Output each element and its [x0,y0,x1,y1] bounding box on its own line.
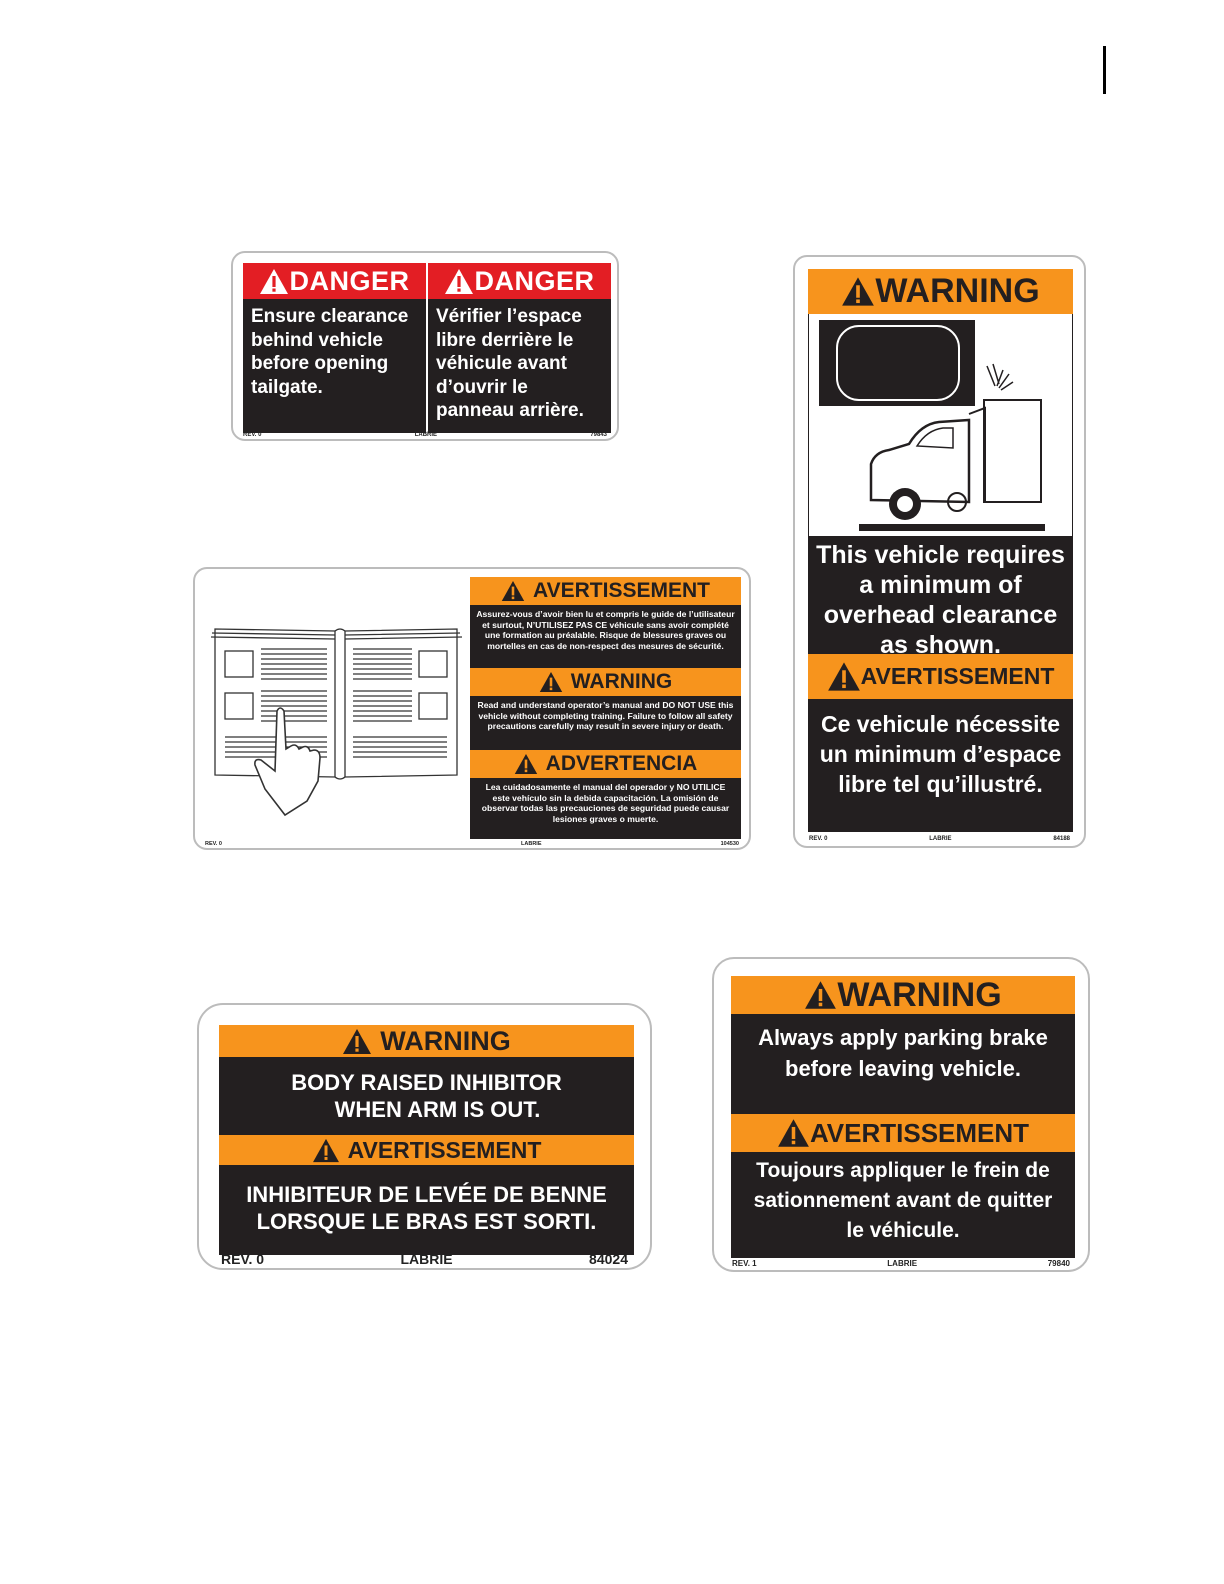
clearance-text-french: Ce vehicule nécessite un minimum d’espace libre tel qu’illustré. [808,699,1073,799]
danger-header-french [428,263,611,299]
alert-triangle-icon [827,661,861,692]
danger-text-french: Vérifier l’espace libre derrière le véhicule avant d’ouvrir le panneau arrière. [428,299,611,433]
inhibitor-text-line: WHEN ARM IS OUT. [334,1097,541,1122]
alert-triangle-icon [539,671,563,693]
danger-text-english: Ensure clearance behind vehicle before opening tailgate. [243,299,426,433]
alert-triangle-icon [777,1118,810,1148]
section-header-text: WARNING [570,670,673,693]
body-raised-inhibitor-label [197,1003,652,1270]
inhibitor-text-line: BODY RAISED INHIBITOR [291,1070,562,1095]
section-text-english: Read and understand operator’s manual and DO NOT USE this vehicle without completing training. Failure to follow all safety precautions carefully may result in severe injury or death. [477,700,734,731]
inhibitor-text-french [219,1165,634,1235]
inhibitor-text-line: LORSQUE LE BRAS EST SORTI. [256,1209,597,1234]
label-footer [233,432,617,438]
brake-header-french [731,1114,1075,1152]
brake-panel [731,976,1075,1258]
footer-rev: REV. 0 [809,836,828,842]
inhibitor-text-english [219,1057,634,1135]
alert-triangle-icon [501,580,525,602]
brake-text-english: Always apply parking brake before leaving vehicle. [731,1014,1075,1114]
trilingual-warning-panel [470,577,741,839]
inhibitor-header-english [219,1025,634,1057]
clearance-text-english: This vehicle requires a minimum of overhead clearance as shown. [808,536,1073,654]
footer-part-number: 79840 [1047,1259,1070,1268]
footer-brand: LABRIE [929,836,952,842]
danger-column-french [426,263,611,433]
open-manual-pointing-hand-icon [207,619,465,819]
inhibitor-panel [219,1025,634,1255]
label-footer [195,841,749,847]
footer-rev: REV. 1 [732,1259,757,1268]
danger-header-text: DANGER [474,265,595,296]
footer-part-number: 79843 [590,432,607,438]
danger-header-text: DANGER [289,265,410,296]
section-header-french [470,577,741,605]
inhibitor-text-line: INHIBITEUR DE LEVÉE DE BENNE [246,1182,607,1207]
clearance-header-text: AVERTISSEMENT [860,663,1055,689]
footer-rev: REV. 0 [221,1251,265,1267]
clearance-panel [808,269,1073,832]
truck-overhead-clearance-icon [809,314,1072,536]
inhibitor-header-text: WARNING [380,1025,511,1056]
label-footer [795,836,1084,842]
alert-triangle-icon [312,1138,340,1163]
footer-part-number: 84188 [1053,836,1070,842]
clearance-header-french [808,654,1073,699]
alert-triangle-icon [514,753,538,775]
section-text-french: Assurez-vous d’avoir bien lu et compris le guide de l’utilisateur et surtout, N’UTILISEZ PAS CE véhicule sans avoir complété une formation au préalable. Risque de blessures graves ou mortelles en cas de non-respect des mesures de sécurité. [476,609,735,651]
footer-brand: LABRIE [400,1251,453,1267]
alert-triangle-icon [259,268,289,295]
alert-triangle-icon [804,980,837,1010]
footer-part-number: 84024 [589,1251,628,1267]
brake-header-text: WARNING [837,975,1002,1014]
section-header-text: AVERTISSEMENT [533,579,710,602]
alert-triangle-icon [444,268,474,295]
section-header-english [470,668,741,696]
page-margin-bar [1103,46,1106,94]
overhead-clearance-label [793,255,1086,848]
brake-header-english [731,976,1075,1014]
section-text-spanish: Lea cuidadosamente el manual del operador y NO UTILICE este vehículo sin la debida capacitación. La omisión de observar todas las precauciones de seguridad puede causar lesiones graves o muerte. [481,782,730,824]
footer-brand: LABRIE [521,841,542,847]
section-header-spanish [470,750,741,778]
inhibitor-header-text: AVERTISSEMENT [347,1136,542,1163]
footer-rev: REV. 0 [243,432,262,438]
footer-brand: LABRIE [887,1259,918,1268]
label-footer [199,1251,650,1267]
danger-tailgate-label [231,251,619,441]
parking-brake-label [712,957,1090,1272]
footer-brand: LABRIE [414,432,438,438]
operator-manual-label [193,567,751,850]
footer-part-number: 104530 [720,841,739,847]
label-footer [714,1259,1088,1268]
danger-column-english [243,263,426,433]
brake-header-text: AVERTISSEMENT [809,1117,1030,1148]
clearance-header-text: WARNING [875,272,1040,310]
brake-text-french: Toujours appliquer le frein de sationnement avant de quitter le véhicule. [731,1152,1075,1246]
alert-triangle-icon [342,1028,372,1055]
danger-header-english [243,263,426,299]
alert-triangle-icon [841,276,875,307]
section-header-text: ADVERTENCIA [545,752,698,775]
footer-rev: REV. 0 [205,841,222,847]
clearance-header-english [808,269,1073,314]
inhibitor-header-french [219,1135,634,1165]
